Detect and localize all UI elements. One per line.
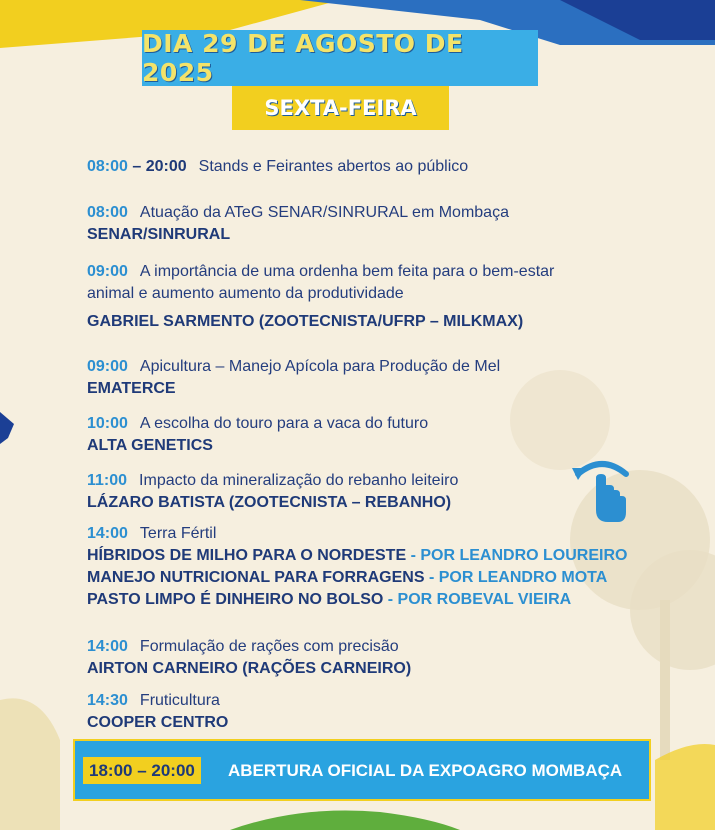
item-speaker: COOPER CENTRO <box>87 714 229 731</box>
item-speaker: ALTA GENETICS <box>87 437 213 454</box>
schedule-item <box>87 470 458 514</box>
talk-title: HÍBRIDOS DE MILHO PARA O NORDESTE <box>87 547 407 564</box>
item-description: Terra Fértil <box>139 525 217 542</box>
item-time: 10:00 <box>87 415 128 432</box>
banner-time: 18:00 – 20:00 <box>83 757 201 784</box>
item-time: 14:00 <box>87 638 128 655</box>
schedule-item <box>87 636 411 680</box>
item-time: 08:00 <box>87 204 128 221</box>
talk-title: MANEJO NUTRICIONAL PARA FORRAGENS <box>87 569 425 586</box>
item-time: 09:00 <box>87 263 128 280</box>
item-speaker: AIRTON CARNEIRO (RAÇÕES CARNEIRO) <box>87 660 412 677</box>
hand-swipe-icon <box>572 456 632 526</box>
talk-item <box>87 589 627 611</box>
closing-banner <box>73 739 651 801</box>
item-time-end: 20:00 <box>145 158 187 175</box>
talk-speaker: - POR LEANDRO LOUREIRO <box>406 547 628 564</box>
talk-speaker: - POR ROBEVAL VIEIRA <box>383 591 572 608</box>
item-dash: – <box>127 158 146 175</box>
date-title: DIA 29 DE AGOSTO DE 2025 <box>142 29 464 87</box>
item-time: 11:00 <box>87 472 128 489</box>
item-speaker: EMATERCE <box>87 380 176 397</box>
weekday-title: SEXTA-FEIRA <box>264 96 417 120</box>
schedule-item <box>87 261 554 333</box>
banner-label: ABERTURA OFICIAL DA EXPOAGRO MOMBAÇA <box>228 761 623 780</box>
item-description: Atuação da ATeG SENAR/SINRURAL em Mombaça <box>139 204 509 221</box>
date-header <box>142 30 538 86</box>
item-description: Apicultura – Manejo Apícola para Produção de Mel <box>139 358 501 375</box>
schedule-item <box>87 690 228 734</box>
schedule-item <box>87 413 428 457</box>
talk-title: PASTO LIMPO É DINHEIRO NO BOLSO <box>87 591 384 608</box>
item-description: Stands e Feirantes abertos ao público <box>198 158 469 175</box>
schedule-item <box>87 356 500 400</box>
item-description: A importância de uma ordenha bem feita para o bem-estar <box>139 263 555 280</box>
talk-item <box>87 545 627 567</box>
schedule-item <box>87 202 509 246</box>
schedule-item <box>87 523 627 611</box>
item-description-continued: animal e aumento aumento da produtividade <box>87 285 404 302</box>
talk-item <box>87 567 627 589</box>
item-description: Fruticultura <box>139 692 220 709</box>
talk-speaker: - POR LEANDRO MOTA <box>424 569 608 586</box>
item-description: Impacto da mineralização do rebanho leiteiro <box>139 472 459 489</box>
item-time: 14:30 <box>87 692 128 709</box>
item-speaker: SENAR/SINRURAL <box>87 226 231 243</box>
item-speaker: LÁZARO BATISTA (ZOOTECNISTA – REBANHO) <box>87 494 452 511</box>
item-description: A escolha do touro para a vaca do futuro <box>139 415 429 432</box>
weekday-header <box>232 86 449 130</box>
item-speaker: GABRIEL SARMENTO (ZOOTECNISTA/UFRP – MILKMAX) <box>87 313 524 330</box>
item-time: 08:00 <box>87 158 128 175</box>
schedule-item <box>87 156 468 178</box>
item-time: 09:00 <box>87 358 128 375</box>
item-time: 14:00 <box>87 525 128 542</box>
item-description: Formulação de rações com precisão <box>139 638 399 655</box>
